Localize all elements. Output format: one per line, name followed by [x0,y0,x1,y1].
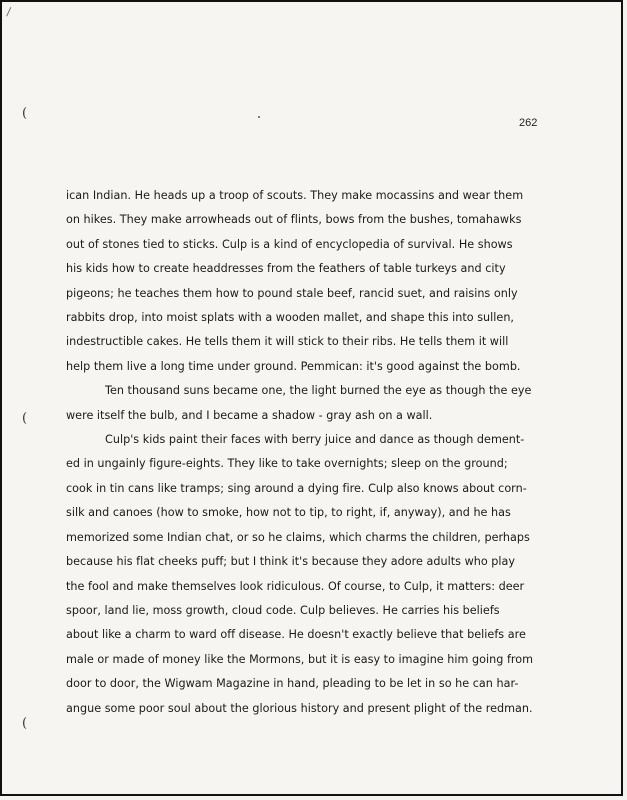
text-line: male or made of money like the Mormons, but it is easy to imagine him going from [66,652,534,666]
text-line: rabbits drop, into moist splats with a wooden mallet, and shape this into sullen, [66,311,515,325]
page-number: 262 [519,117,538,129]
text-line: were itself the bulb, and I became a shadow - gray ash on a wall. [66,408,433,422]
text-line: cook in tin cans like tramps; sing around a dying fire. Culp also knows about corn- [66,481,527,495]
text-line: Culp's kids paint their faces with berry juice and dance as though dement- [105,433,525,447]
text-line: angue some poor soul about the glorious history and present plight of the redman. [66,701,533,715]
margin-punch-mark: ( [22,716,28,731]
speck-mark [258,116,260,118]
text-line: silk and canoes (how to smoke, how not to tip, to right, if, anyway), and he has [66,506,511,520]
text-line: because his flat cheeks puff; but I think it's because they adore adults who play [66,555,516,569]
text-line: indestructible cakes. He tells them it will stick to their ribs. He tells them it will [66,335,509,349]
text-line: door to door, the Wigwam Magazine in hand, pleading to be let in so he can har- [66,677,519,691]
corner-staple-mark [6,7,17,19]
text-line: ed in ungainly figure-eights. They like to take overnights; sleep on the ground; [66,457,508,471]
text-line: about like a charm to ward off disease. He doesn't exactly believe that beliefs are [66,628,526,642]
text-line: help them live a long time under ground. Pemmican: it's good against the bomb. [66,359,521,373]
text-line: out of stones tied to sticks. Culp is a kind of encyclopedia of survival. He shows [66,237,513,251]
text-line: spoor, land lie, moss growth, cloud code. Culp believes. He carries his beliefs [66,603,500,617]
body-text [66,184,558,721]
text-line: ican Indian. He heads up a troop of scouts. They make mocassins and wear them [66,189,524,202]
margin-punch-mark: ( [22,106,28,121]
text-line: his kids how to create headdresses from the feathers of table turkeys and city [66,262,506,276]
text-line: on hikes. They make arrowheads out of flints, bows from the bushes, tomahawks [66,213,522,227]
margin-punch-mark: ( [22,411,28,426]
text-line: Ten thousand suns became one, the light burned the eye as though the eye [105,384,532,398]
text-line: pigeons; he teaches them how to pound stale beef, rancid suet, and raisins only [66,286,518,300]
text-line: the fool and make themselves look ridiculous. Of course, to Culp, it matters: deer [66,579,525,593]
text-line: memorized some Indian chat, or so he claims, which charms the children, perhaps [66,530,530,544]
